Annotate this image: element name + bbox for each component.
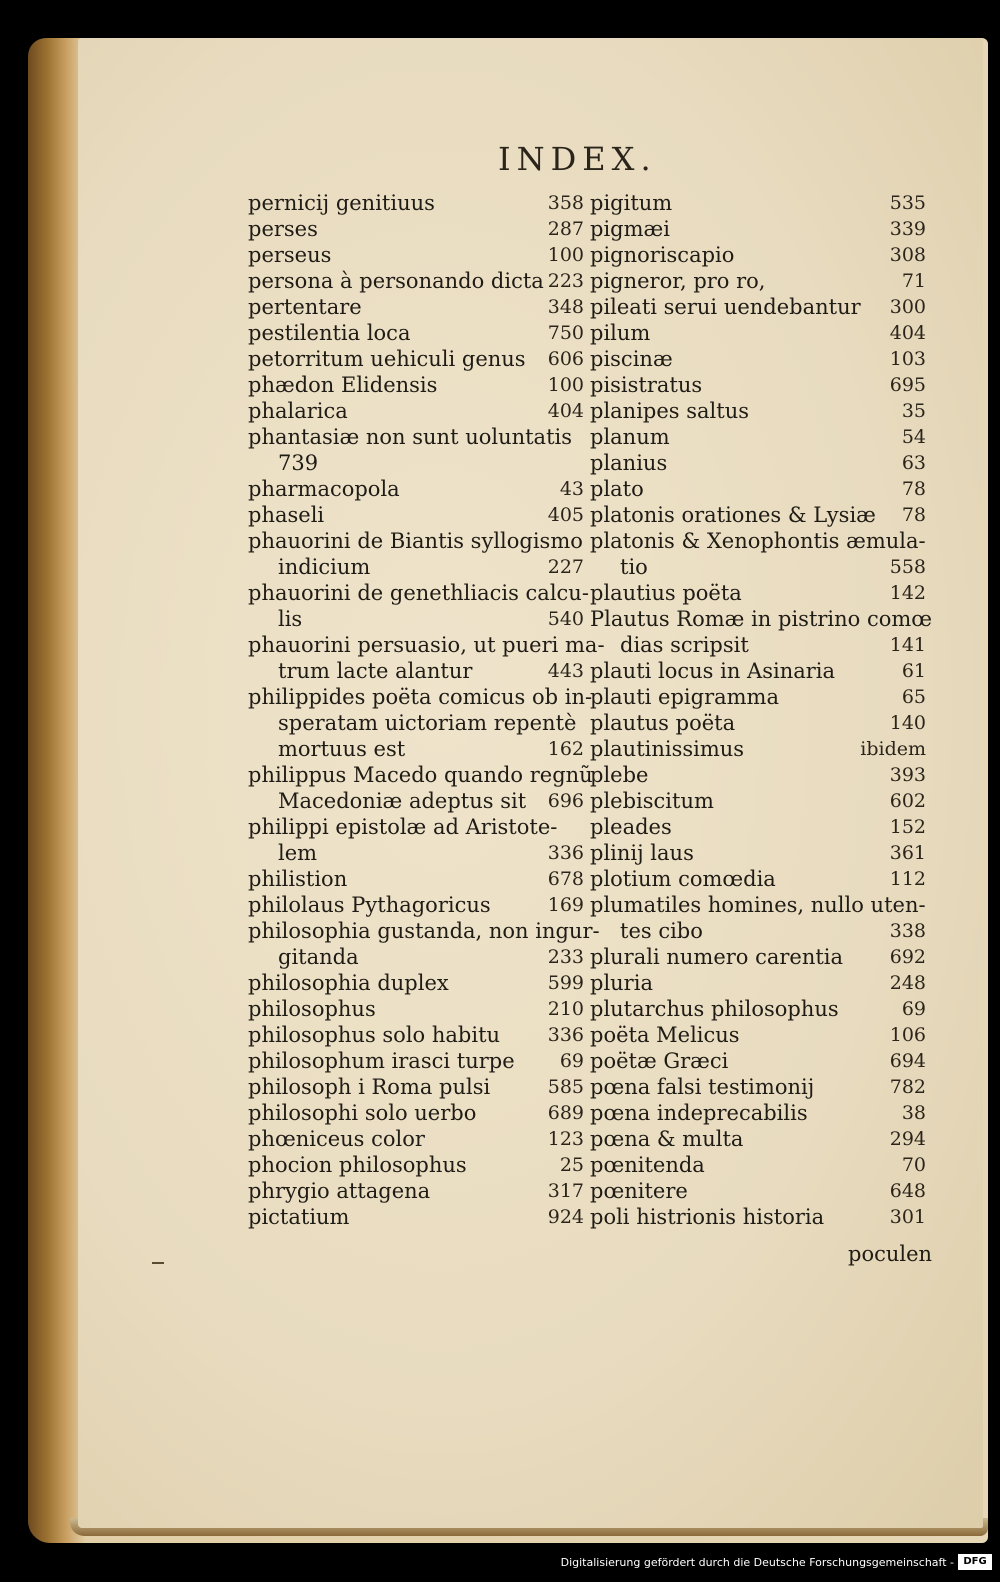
page-reference: 54 — [901, 426, 926, 448]
page-reference: 78 — [901, 504, 926, 526]
page-reference: 336 — [547, 1024, 584, 1046]
index-term: pernicij genitiuus — [248, 191, 435, 215]
index-term: planipes saltus — [590, 399, 749, 423]
index-entry — [248, 216, 588, 242]
page-reference: 233 — [547, 946, 584, 968]
page-header: INDEX. — [498, 140, 657, 178]
index-term: plautius poëta — [590, 581, 742, 605]
page-reference: 65 — [901, 686, 926, 708]
page-reference: 162 — [547, 738, 584, 760]
page-reference: 61 — [901, 660, 926, 682]
index-term-continuation: tio — [620, 555, 648, 579]
index-term: phrygio attagena — [248, 1179, 431, 1203]
index-entry — [248, 866, 588, 892]
index-term: poëta Melicus — [590, 1023, 740, 1047]
index-term: pigneror, pro ro, — [590, 269, 766, 293]
index-entry — [590, 372, 930, 398]
index-entry — [590, 606, 933, 658]
dfg-logo: DFG — [958, 1554, 992, 1570]
page-reference: 70 — [901, 1154, 926, 1176]
index-term-continuation: tes cibo — [620, 919, 703, 943]
page-reference: 140 — [889, 712, 926, 734]
index-entry — [590, 1126, 930, 1152]
page-reference: 63 — [901, 452, 926, 474]
index-term: plautus poëta — [590, 711, 736, 735]
index-term: pœnitere — [590, 1179, 688, 1203]
index-term: petorritum uehiculi genus — [248, 347, 526, 371]
page-reference: 142 — [889, 582, 926, 604]
page-reference: 123 — [547, 1128, 584, 1150]
index-entry — [248, 242, 588, 268]
index-term: phaseli — [248, 503, 325, 527]
footer-credit: Digitalisierung gefördert durch die Deutsche Forschungsgemeinschaft - — [560, 1556, 954, 1569]
index-term: phœniceus color — [248, 1127, 425, 1151]
page-reference: 69 — [901, 998, 926, 1020]
index-term: philippi epistolæ ad Aristote- — [248, 815, 558, 839]
index-term: plautinissimus — [590, 737, 745, 761]
index-entry — [248, 892, 588, 918]
index-term: platonis orationes & Lysiæ — [590, 503, 876, 527]
index-entry — [590, 788, 930, 814]
page-reference: 317 — [547, 1180, 584, 1202]
index-term: phantasiæ non sunt uoluntatis — [248, 425, 573, 449]
index-entry — [248, 476, 588, 502]
index-entry — [248, 580, 588, 632]
index-term: pestilentia loca — [248, 321, 411, 345]
index-entry — [590, 658, 930, 684]
index-entry — [248, 1126, 588, 1152]
index-entry — [590, 814, 930, 840]
index-entry — [248, 1204, 588, 1230]
page-reference: 648 — [889, 1180, 926, 1202]
index-entry — [248, 424, 588, 476]
index-term: phædon Elidensis — [248, 373, 438, 397]
page-reference: 393 — [889, 764, 926, 786]
index-entry — [590, 268, 930, 294]
index-entry — [590, 684, 930, 710]
index-entry — [248, 346, 588, 372]
index-term: plutarchus philosophus — [590, 997, 839, 1021]
index-entry — [590, 580, 930, 606]
index-term: pharmacopola — [248, 477, 400, 501]
index-entry — [248, 996, 588, 1022]
index-entry — [590, 866, 930, 892]
index-term: philosoph i Roma pulsi — [248, 1075, 491, 1099]
index-entry — [248, 502, 588, 528]
index-entry — [248, 372, 588, 398]
index-entry — [248, 762, 593, 814]
page-reference: 404 — [889, 322, 926, 344]
index-term-continuation: trum lacte alantur — [278, 659, 473, 683]
index-term: platonis & Xenophontis æmula- — [590, 529, 926, 553]
page-reference: 695 — [889, 374, 926, 396]
index-entry — [248, 1152, 588, 1178]
page-reference: 339 — [889, 218, 926, 240]
page-reference: 43 — [559, 478, 584, 500]
index-term-continuation: lem — [278, 841, 318, 865]
page-reference: 585 — [547, 1076, 584, 1098]
index-term-continuation: lis — [278, 607, 303, 631]
index-entry — [590, 840, 930, 866]
index-term: phauorini de Biantis syllogismo — [248, 529, 583, 553]
index-term: pluria — [590, 971, 653, 995]
index-term: plinij laus — [590, 841, 694, 865]
page-reference: 750 — [547, 322, 584, 344]
index-entry — [248, 320, 588, 346]
page-reference: 692 — [889, 946, 926, 968]
page-reference: 112 — [889, 868, 926, 890]
page-reference: 336 — [547, 842, 584, 864]
index-term: pertentare — [248, 295, 362, 319]
index-term: pigitum — [590, 191, 673, 215]
catchword: poculen — [848, 1242, 933, 1266]
index-entry — [590, 1100, 930, 1126]
page-reference: 405 — [547, 504, 584, 526]
index-term: philistion — [248, 867, 348, 891]
index-term: pilum — [590, 321, 651, 345]
page-reference: 358 — [547, 192, 584, 214]
index-term: persona à personando dicta — [248, 269, 544, 293]
index-column-right — [590, 190, 933, 1230]
index-entry — [248, 632, 605, 684]
index-term: phocion philosophus — [248, 1153, 467, 1177]
index-term: philippides poëta comicus ob in- — [248, 685, 593, 709]
index-entry — [590, 996, 930, 1022]
page-reference: 696 — [547, 790, 584, 812]
index-entry — [590, 450, 930, 476]
page-reference: 535 — [889, 192, 926, 214]
page-reference: 606 — [547, 348, 584, 370]
index-entry — [248, 684, 593, 762]
page-reference: 100 — [547, 244, 584, 266]
page-reference: 25 — [559, 1154, 584, 1176]
page-reference: 294 — [889, 1128, 926, 1150]
index-term: plauti epigramma — [590, 685, 779, 709]
page-reference: 338 — [889, 920, 926, 942]
page-reference: 103 — [889, 348, 926, 370]
page-reference: 540 — [547, 608, 584, 630]
page-reference: 689 — [547, 1102, 584, 1124]
index-term-continuation: speratam uictoriam repentè — [278, 711, 577, 735]
index-term: philosophia gustanda, non ingur- — [248, 919, 600, 943]
page-reference: 443 — [547, 660, 584, 682]
index-term: pœna indeprecabilis — [590, 1101, 808, 1125]
index-term: pigmæi — [590, 217, 670, 241]
index-entry — [248, 398, 588, 424]
page-reference: 210 — [547, 998, 584, 1020]
index-term: phauorini de genethliacis calcu- — [248, 581, 589, 605]
page-reference: 924 — [547, 1206, 584, 1228]
page-reference: 301 — [889, 1206, 926, 1228]
index-term: plurali numero carentia — [590, 945, 844, 969]
page-reference: 78 — [901, 478, 926, 500]
index-term: plato — [590, 477, 644, 501]
page-reference: 404 — [547, 400, 584, 422]
index-term: pœna falsi testimonij — [590, 1075, 815, 1099]
index-entry — [248, 1022, 588, 1048]
index-entry — [590, 216, 930, 242]
page-reference: 678 — [547, 868, 584, 890]
page-reference: 106 — [889, 1024, 926, 1046]
index-term-continuation: mortuus est — [278, 737, 406, 761]
index-entry — [590, 1048, 930, 1074]
index-term: poli histrionis historia — [590, 1205, 825, 1229]
page-reference: 35 — [901, 400, 926, 422]
index-term: philosophia duplex — [248, 971, 449, 995]
index-term-continuation: Macedoniæ adeptus sit — [278, 789, 527, 813]
index-entry — [590, 970, 930, 996]
index-entry — [590, 1022, 930, 1048]
index-term: plebiscitum — [590, 789, 714, 813]
page-reference: 602 — [889, 790, 926, 812]
index-term: pileati serui uendebantur — [590, 295, 861, 319]
index-entry — [248, 268, 588, 294]
index-term: pœna & multa — [590, 1127, 744, 1151]
page-reference: 694 — [889, 1050, 926, 1072]
index-entry — [590, 320, 930, 346]
page-reference: 361 — [889, 842, 926, 864]
index-entry — [590, 736, 930, 762]
page-reference: 71 — [901, 270, 926, 292]
index-term: philosophus — [248, 997, 376, 1021]
index-term: pignoriscapio — [590, 243, 735, 267]
page-reference: 300 — [889, 296, 926, 318]
page-reference: 308 — [889, 244, 926, 266]
page-reference: 169 — [547, 894, 584, 916]
index-term: poëtæ Græci — [590, 1049, 729, 1073]
index-entry — [590, 1204, 930, 1230]
index-entry — [248, 294, 588, 320]
index-term: philosophum irasci turpe — [248, 1049, 515, 1073]
index-entry — [590, 710, 930, 736]
index-term: plauti locus in Asinaria — [590, 659, 836, 683]
index-entry — [248, 1178, 588, 1204]
index-entry — [248, 1074, 588, 1100]
index-entry — [248, 190, 588, 216]
page-reference: 100 — [547, 374, 584, 396]
index-term: plebe — [590, 763, 649, 787]
index-term: phalarica — [248, 399, 348, 423]
index-term: pictatium — [248, 1205, 350, 1229]
index-term: philosophus solo habitu — [248, 1023, 501, 1047]
index-entry — [590, 502, 930, 528]
page-reference: ibidem — [860, 738, 926, 760]
index-term: perses — [248, 217, 318, 241]
index-entry — [590, 762, 930, 788]
page-reference: 38 — [901, 1102, 926, 1124]
page-reference: 558 — [889, 556, 926, 578]
index-term: philosophi solo uerbo — [248, 1101, 477, 1125]
index-entry — [248, 1100, 588, 1126]
page-reference: 248 — [889, 972, 926, 994]
index-term: piscinæ — [590, 347, 673, 371]
index-entry — [248, 1048, 588, 1074]
page-reference: 227 — [547, 556, 584, 578]
index-entry — [590, 398, 930, 424]
index-entry — [248, 918, 600, 970]
index-column-left — [248, 190, 605, 1230]
index-term: phauorini persuasio, ut pueri ma- — [248, 633, 605, 657]
margin-mark — [152, 1262, 164, 1264]
page-reference: 599 — [547, 972, 584, 994]
index-term-continuation: gitanda — [278, 945, 359, 969]
index-entry — [590, 242, 930, 268]
index-entry — [590, 1152, 930, 1178]
index-entry — [590, 190, 930, 216]
page-reference: 152 — [889, 816, 926, 838]
index-term: philippus Macedo quando regnũ — [248, 763, 593, 787]
page-reference: 69 — [559, 1050, 584, 1072]
index-entry — [248, 970, 588, 996]
index-term: perseus — [248, 243, 332, 267]
index-entry — [248, 528, 588, 580]
index-term: plotium comœdia — [590, 867, 776, 891]
index-term: pleades — [590, 815, 672, 839]
page-reference: 141 — [889, 634, 926, 656]
index-entry — [590, 294, 930, 320]
index-term: pœnitenda — [590, 1153, 705, 1177]
index-term: planum — [590, 425, 670, 449]
page-reference: 287 — [547, 218, 584, 240]
index-term-continuation: indicium — [278, 555, 371, 579]
index-term: planius — [590, 451, 668, 475]
index-entry — [248, 814, 588, 866]
scan-background — [760, 0, 1000, 36]
index-term: philolaus Pythagoricus — [248, 893, 491, 917]
index-entry — [590, 346, 930, 372]
page-reference: 348 — [547, 296, 584, 318]
index-entry — [590, 1178, 930, 1204]
index-term: Plautus Romæ in pistrino comœ — [590, 607, 933, 631]
index-term-continuation: 739 — [278, 451, 319, 475]
index-term-continuation: dias scripsit — [620, 633, 749, 657]
index-term: pisistratus — [590, 373, 703, 397]
index-entry — [590, 476, 930, 502]
page-reference: 782 — [889, 1076, 926, 1098]
index-entry — [590, 1074, 930, 1100]
index-entry — [590, 944, 930, 970]
page-reference: 223 — [547, 270, 584, 292]
index-entry — [590, 424, 930, 450]
index-entry — [590, 528, 930, 580]
index-entry — [590, 892, 930, 944]
index-term: plumatiles homines, nullo uten- — [590, 893, 926, 917]
